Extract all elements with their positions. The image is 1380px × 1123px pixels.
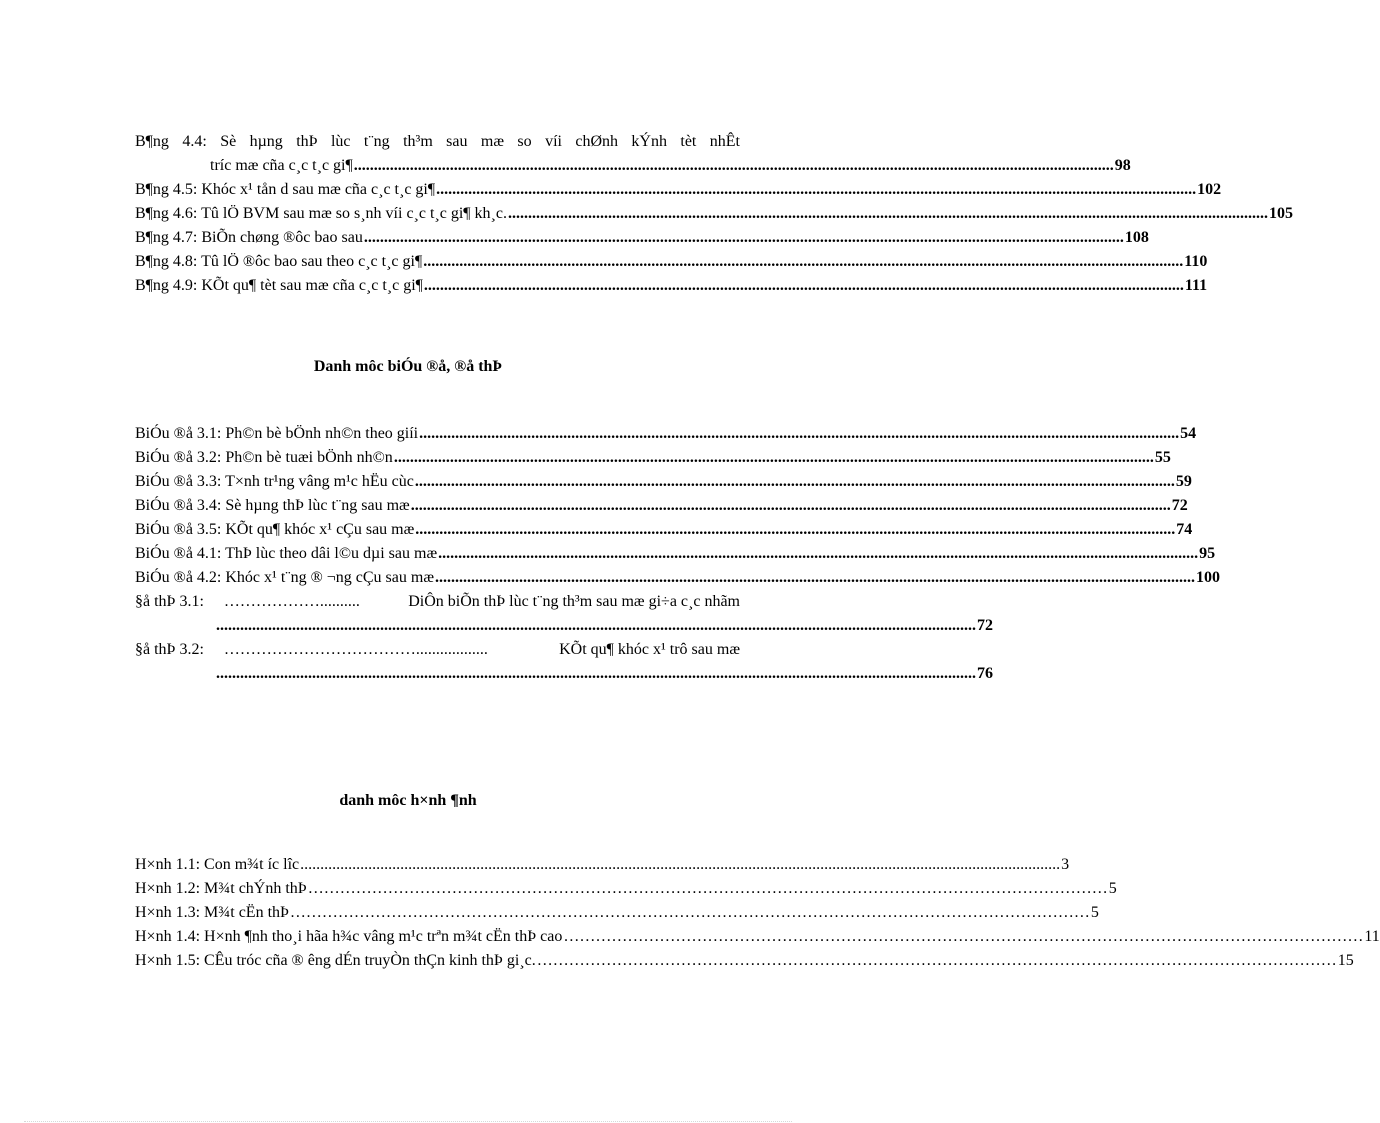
ellipsis-leader: …………………………………………………………………………………………………………………………………… [563,928,1364,945]
page-number: 95 [1199,545,1216,562]
page-number: 111 [1184,277,1208,294]
entry-text-cont: tríc mæ cña c¸c t¸c gi¶ [210,157,353,174]
entry-text: Khóc x¹ t¨ng ® ¬ng cÇu sau mæ [225,569,434,586]
page-number: 98 [1114,157,1131,174]
dot-leader: .............................................................................................................................................................................................. [414,473,1175,490]
entry-label: B¶ng 4.7: [135,229,198,246]
entry-label: §å thÞ 3.1: [135,593,204,610]
page-number: 3 [1061,856,1070,873]
toc-entry-table-4-4[interactable] [135,130,1131,178]
dot-leader: .............................................................................................................................................................................................. [410,497,1171,514]
toc-entry-table-4-6[interactable] [135,202,1293,226]
toc-entry-table-4-7[interactable] [135,226,1149,250]
dot-leader: .............................................................................................................................................................................................. [423,253,1184,270]
entry-label: BiÓu ®å 3.3: [135,473,222,490]
dot-leader: .............................................................................................................................................................................................. [393,449,1154,466]
entry-text: M¾t chÝnh thÞ [204,880,307,897]
entry-text: Con m¾t íc lîc [204,856,300,873]
entry-text: Ph©n bè tuæi bÖnh nh©n [225,449,393,466]
page-number: 54 [1180,425,1197,442]
figures-section-heading: danh môc h×nh ¶nh [339,792,477,809]
entry-label: H×nh 1.2: [135,880,201,897]
page-number: 110 [1184,253,1208,270]
entry-label: H×nh 1.3: [135,904,201,921]
ellipsis-leader: ……………………………….................. [223,641,488,658]
entry-label: BiÓu ®å 4.1: [135,545,222,562]
toc-entry-chart-3-5[interactable] [135,518,1193,542]
entry-text: DiÔn biÕn thÞ lùc t¨ng th³m sau mæ gi÷a c¸c nhãm [408,593,740,610]
dot-leader: .............................................................................................................................................................................................. [419,425,1180,442]
chart-list [135,422,1220,686]
entry-label: B¶ng 4.8: [135,253,198,270]
entry-label: H×nh 1.4: [135,928,201,945]
page-number: 76 [977,665,993,682]
toc-entry-graph-3-1[interactable] [135,590,993,638]
entry-label: H×nh 1.1: [135,856,201,873]
entry-label: BiÓu ®å 3.4: [135,497,222,514]
dot-leader: .............................................................................................................................................................................................. [436,181,1197,198]
entry-label: BiÓu ®å 3.5: [135,521,222,538]
page-number: 72 [977,617,993,634]
table-list [135,130,1293,298]
toc-entry-figure-1-1[interactable] [135,853,1070,877]
entry-text: Khóc x¹ tån d sau mæ cña c¸c t¸c gi¶ [201,181,436,198]
page-bottom-border [24,1121,792,1122]
entry-text: Sè hµng thÞ lùc t¨ng sau mæ [225,497,410,514]
entry-text: ThÞ lùc theo dâi l©u dµi sau mæ [225,545,438,562]
toc-entry-table-4-9[interactable] [135,274,1208,298]
toc-entry-figure-1-2[interactable] [135,877,1117,901]
ellipsis-leader: …………………………………………………………………………………………………………………………………… [536,952,1337,969]
toc-entry-chart-3-2[interactable] [135,446,1171,470]
entry-label: BiÓu ®å 3.1: [135,425,222,442]
entry-label: BiÓu ®å 3.2: [135,449,222,466]
entry-text: Ph©n bè bÖnh nh©n theo giíi [225,425,419,442]
entry-text: M¾t cËn thÞ [204,904,289,921]
page-number: 108 [1124,229,1149,246]
toc-entry-table-4-8[interactable] [135,250,1208,274]
page-number: 102 [1197,181,1222,198]
dot-leader: .............................................................................................................................................................................................. [507,205,1268,222]
toc-entry-chart-3-3[interactable] [135,470,1192,494]
entry-text: KÕt qu¶ khóc x¹ cÇu sau mæ [225,521,415,538]
entry-text: Tû lÖ ®ôc bao sau theo c¸c t¸c gi¶ [201,253,423,270]
entry-text: Tû lÖ BVM sau mæ so s¸nh víi c¸c t¸c gi¶ kh¸c. [201,205,507,222]
entry-text: H×nh ¶nh tho¸i hãa h¾c vâng m¹c trªn m¾t cËn thÞ cao [204,928,563,945]
ellipsis-leader: …………………………………………………………………………………………………………………………………… [307,880,1108,897]
ellipsis-leader: …………………………………………………………………………………………………………………………………… [289,904,1090,921]
toc-entry-chart-4-1[interactable] [135,542,1216,566]
dot-leader: .............................................................................................................................................................................................. [438,545,1199,562]
page-number: 100 [1196,569,1220,586]
toc-entry-table-4-5[interactable] [135,178,1222,202]
entry-label: H×nh 1.5: [135,952,201,969]
entry-label: B¶ng 4.5: [135,181,198,198]
page-number: 15 [1337,952,1354,969]
charts-section-heading: Danh môc biÓu ®å, ®å thÞ [313,358,503,375]
page-number: 55 [1154,449,1171,466]
toc-entry-chart-4-2[interactable] [135,566,1220,590]
dot-leader: .............................................................................................................................................................................................. [300,856,1061,873]
dot-leader: .............................................................................................................................................................................................. [435,569,1195,586]
entry-label: §å thÞ 3.2: [135,641,204,658]
dot-leader: .............................................................................................................................................................................................. [216,665,976,682]
entry-text: Sè hµng thÞ lùc t¨ng th³m sau mæ so víi chØnh kÝnh tèt nhÊt [220,133,740,150]
dot-leader: .............................................................................................................................................................................................. [415,521,1176,538]
entry-text: BiÕn chøng ®ôc bao sau [201,229,363,246]
entry-text: T×nh tr¹ng vâng m¹c hËu cùc [225,473,414,490]
page-number: 59 [1175,473,1192,490]
entry-label: B¶ng 4.6: [135,205,198,222]
entry-text: KÕt qu¶ tèt sau mæ cña c¸c t¸c gi¶ [201,277,423,294]
page-number: 11 [1364,928,1380,945]
toc-entry-chart-3-4[interactable] [135,494,1188,518]
dot-leader: .............................................................................................................................................................................................. [216,617,976,634]
dot-leader: .............................................................................................................................................................................................. [363,229,1124,246]
toc-entry-figure-1-5[interactable] [135,949,1354,973]
page-number: 5 [1108,880,1117,897]
toc-entry-graph-3-2[interactable] [135,638,993,686]
toc-entry-figure-1-4[interactable] [135,925,1380,949]
page-number: 105 [1268,205,1293,222]
entry-text: KÕt qu¶ khóc x¹ trô sau mæ [559,641,740,658]
page-number: 72 [1171,497,1188,514]
dot-leader: .............................................................................................................................................................................................. [353,157,1114,174]
entry-label: BiÓu ®å 4.2: [135,569,222,586]
toc-entry-chart-3-1[interactable] [135,422,1197,446]
page-number: 74 [1176,521,1193,538]
dot-leader: .............................................................................................................................................................................................. [423,277,1184,294]
entry-text: CÊu tróc cña ® êng dÉn truyÒn thÇn kinh thÞ gi¸c. [204,952,536,969]
entry-label: B¶ng 4.4: [135,133,207,150]
entry-label: B¶ng 4.9: [135,277,198,294]
ellipsis-leader: ……………….......... [223,593,360,610]
figure-list [135,853,1380,973]
toc-entry-figure-1-3[interactable] [135,901,1099,925]
page-number: 5 [1090,904,1099,921]
